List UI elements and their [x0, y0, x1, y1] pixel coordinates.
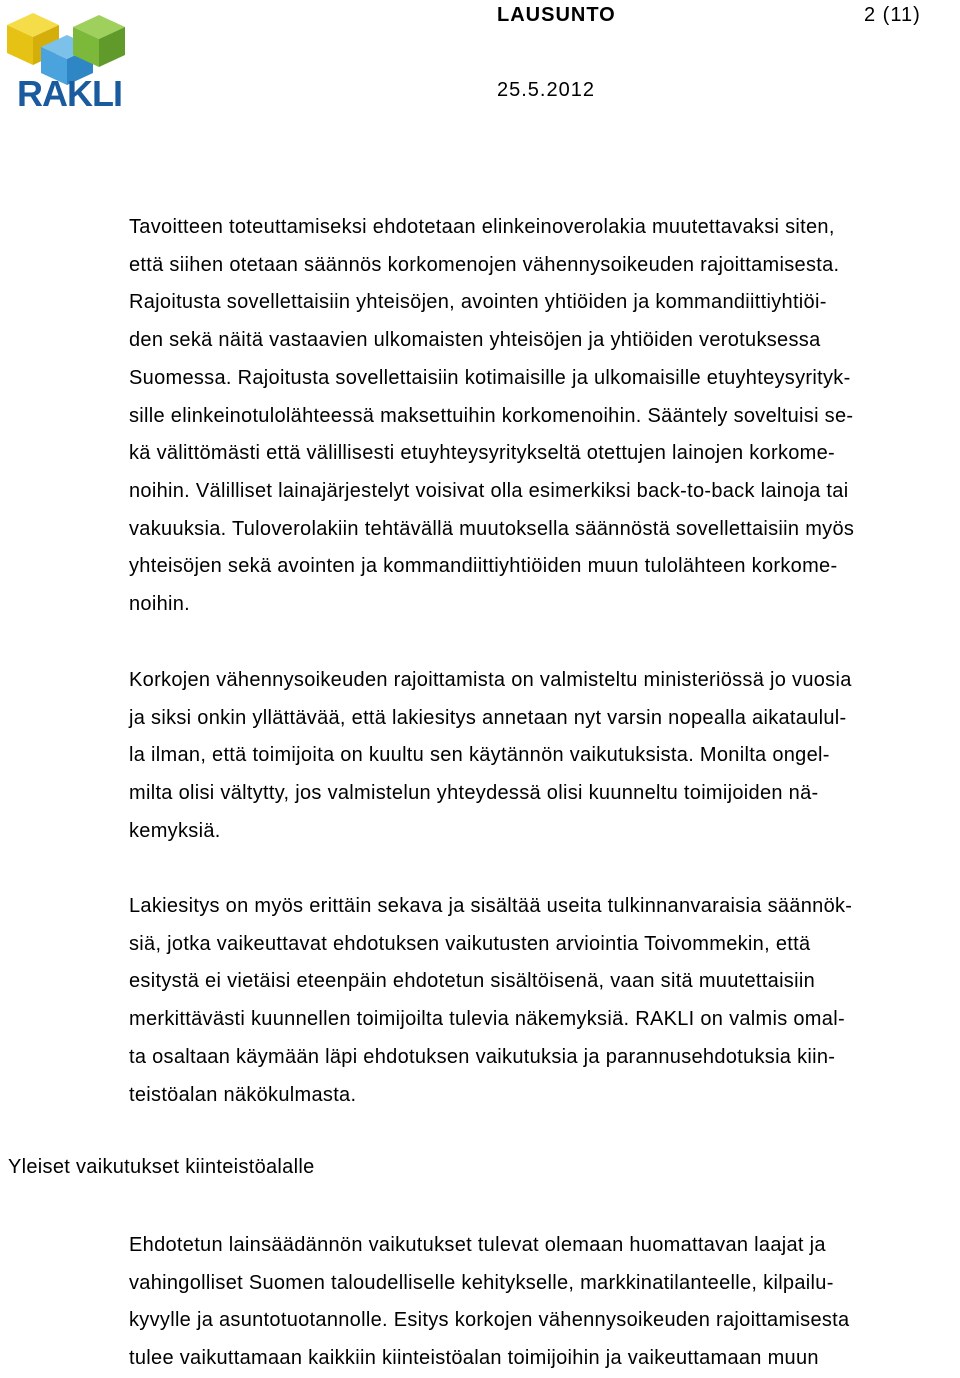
paragraph-line: la ilman, että toimijoita on kuultu sen käytännön vaikutuksista. Monilta ongel- [129, 744, 830, 767]
paragraph-line: merkittävästi kuunnellen toimijoilta tulevia näkemyksiä. RAKLI on valmis omal- [129, 1008, 845, 1031]
paragraph-line: Rajoitusta sovellettaisiin yhteisöjen, avointen yhtiöiden ja kommandiittiyhtiöi- [129, 291, 827, 314]
paragraph-line: Lakiesitys on myös erittäin sekava ja sisältää useita tulkinnanvaraisia säännök- [129, 895, 853, 917]
paragraph-line: Korkojen vähennysoikeuden rajoittamista on valmisteltu ministeriössä jo vuosia [129, 669, 852, 691]
paragraph-line: Tavoitteen toteuttamiseksi ehdotetaan elinkeinoverolakia muutettavaksi siten, [129, 216, 835, 238]
paragraph-line: noihin. [129, 593, 191, 616]
paragraph-line: kä välittömästi että välillisesti etuyhteysyritykseltä otettujen lainojen korkome- [129, 442, 836, 465]
paragraph-line: esitystä ei vietäisi eteenpäin ehdotetun sisältöisenä, vaan sitä muutettaisiin [129, 970, 816, 993]
paragraph-1 [129, 209, 960, 624]
paragraph-line: kyvylle ja asuntotuotannolle. Esitys korkojen vähennysoikeuden rajoittamisesta [129, 1309, 850, 1332]
paragraph-line: siä, jotka vaikeuttavat ehdotuksen vaikutusten arviointia Toivommekin, että [129, 932, 811, 955]
section-paragraph [129, 1227, 960, 1378]
paragraph-line: ta osaltaan käymään läpi ehdotuksen vaikutuksia ja parannusehdotuksia kiin- [129, 1045, 836, 1068]
paragraph-line: noihin. Välilliset lainajärjestelyt voisivat olla esimerkiksi back-to-back lainoja tai [129, 479, 849, 502]
logo-text: RAKLI [17, 73, 122, 114]
paragraph-line: Suomessa. Rajoitusta sovellettaisiin kotimaisille ja ulkomaisille etuyhteysyrityk- [129, 366, 851, 389]
paragraph-line: den sekä näitä vastaavien ulkomaisten yhteisöjen ja yhtiöiden verotuksessa [129, 329, 821, 352]
paragraph-line: ja siksi onkin yllättävää, että lakiesitys annetaan nyt varsin nopealla aikataulul- [129, 706, 847, 729]
paragraph-line: milta olisi vältytty, jos valmistelun yhteydessä olisi kuunneltu toimijoiden nä- [129, 782, 819, 805]
paragraph-line: teistöalan näkökulmasta. [129, 1083, 357, 1106]
paragraph-line: vahingolliset Suomen taloudelliselle kehitykselle, markkinatilanteelle, kilpailu- [129, 1271, 834, 1294]
paragraph-line: tulee vaikuttamaan kaikkiin kiinteistöalan toimijoihin ja vaikeuttamaan muun [129, 1347, 819, 1370]
paragraph-line: sille elinkeinotulolähteessä maksettuihin korkomenoihin. Sääntely soveltuisi se- [129, 404, 854, 427]
section-heading: Yleiset vaikutukset kiinteistöalalle [8, 1156, 315, 1178]
paragraph-line: että siihen otetaan säännös korkomenojen vähennysoikeuden rajoittamisesta. [129, 253, 840, 276]
document-date: 25.5.2012 [497, 79, 595, 101]
paragraph-3 [129, 888, 960, 1114]
document-type: LAUSUNTO [497, 4, 616, 26]
paragraph-line: vakuuksia. Tuloverolakiin tehtävällä muutoksella säännöstä sovellettaisiin myös [129, 517, 855, 540]
paragraph-line: Ehdotetun lainsäädännön vaikutukset tulevat olemaan huomattavan laajat ja [129, 1234, 826, 1256]
paragraph-line: kemyksiä. [129, 819, 221, 842]
paragraph-2 [129, 662, 960, 851]
page-number: 2 (11) [864, 4, 921, 26]
rakli-logo [5, 5, 127, 114]
paragraph-line: yhteisöjen sekä avointen ja kommandiittiyhtiöiden muun tulolähteen korkome- [129, 555, 838, 578]
